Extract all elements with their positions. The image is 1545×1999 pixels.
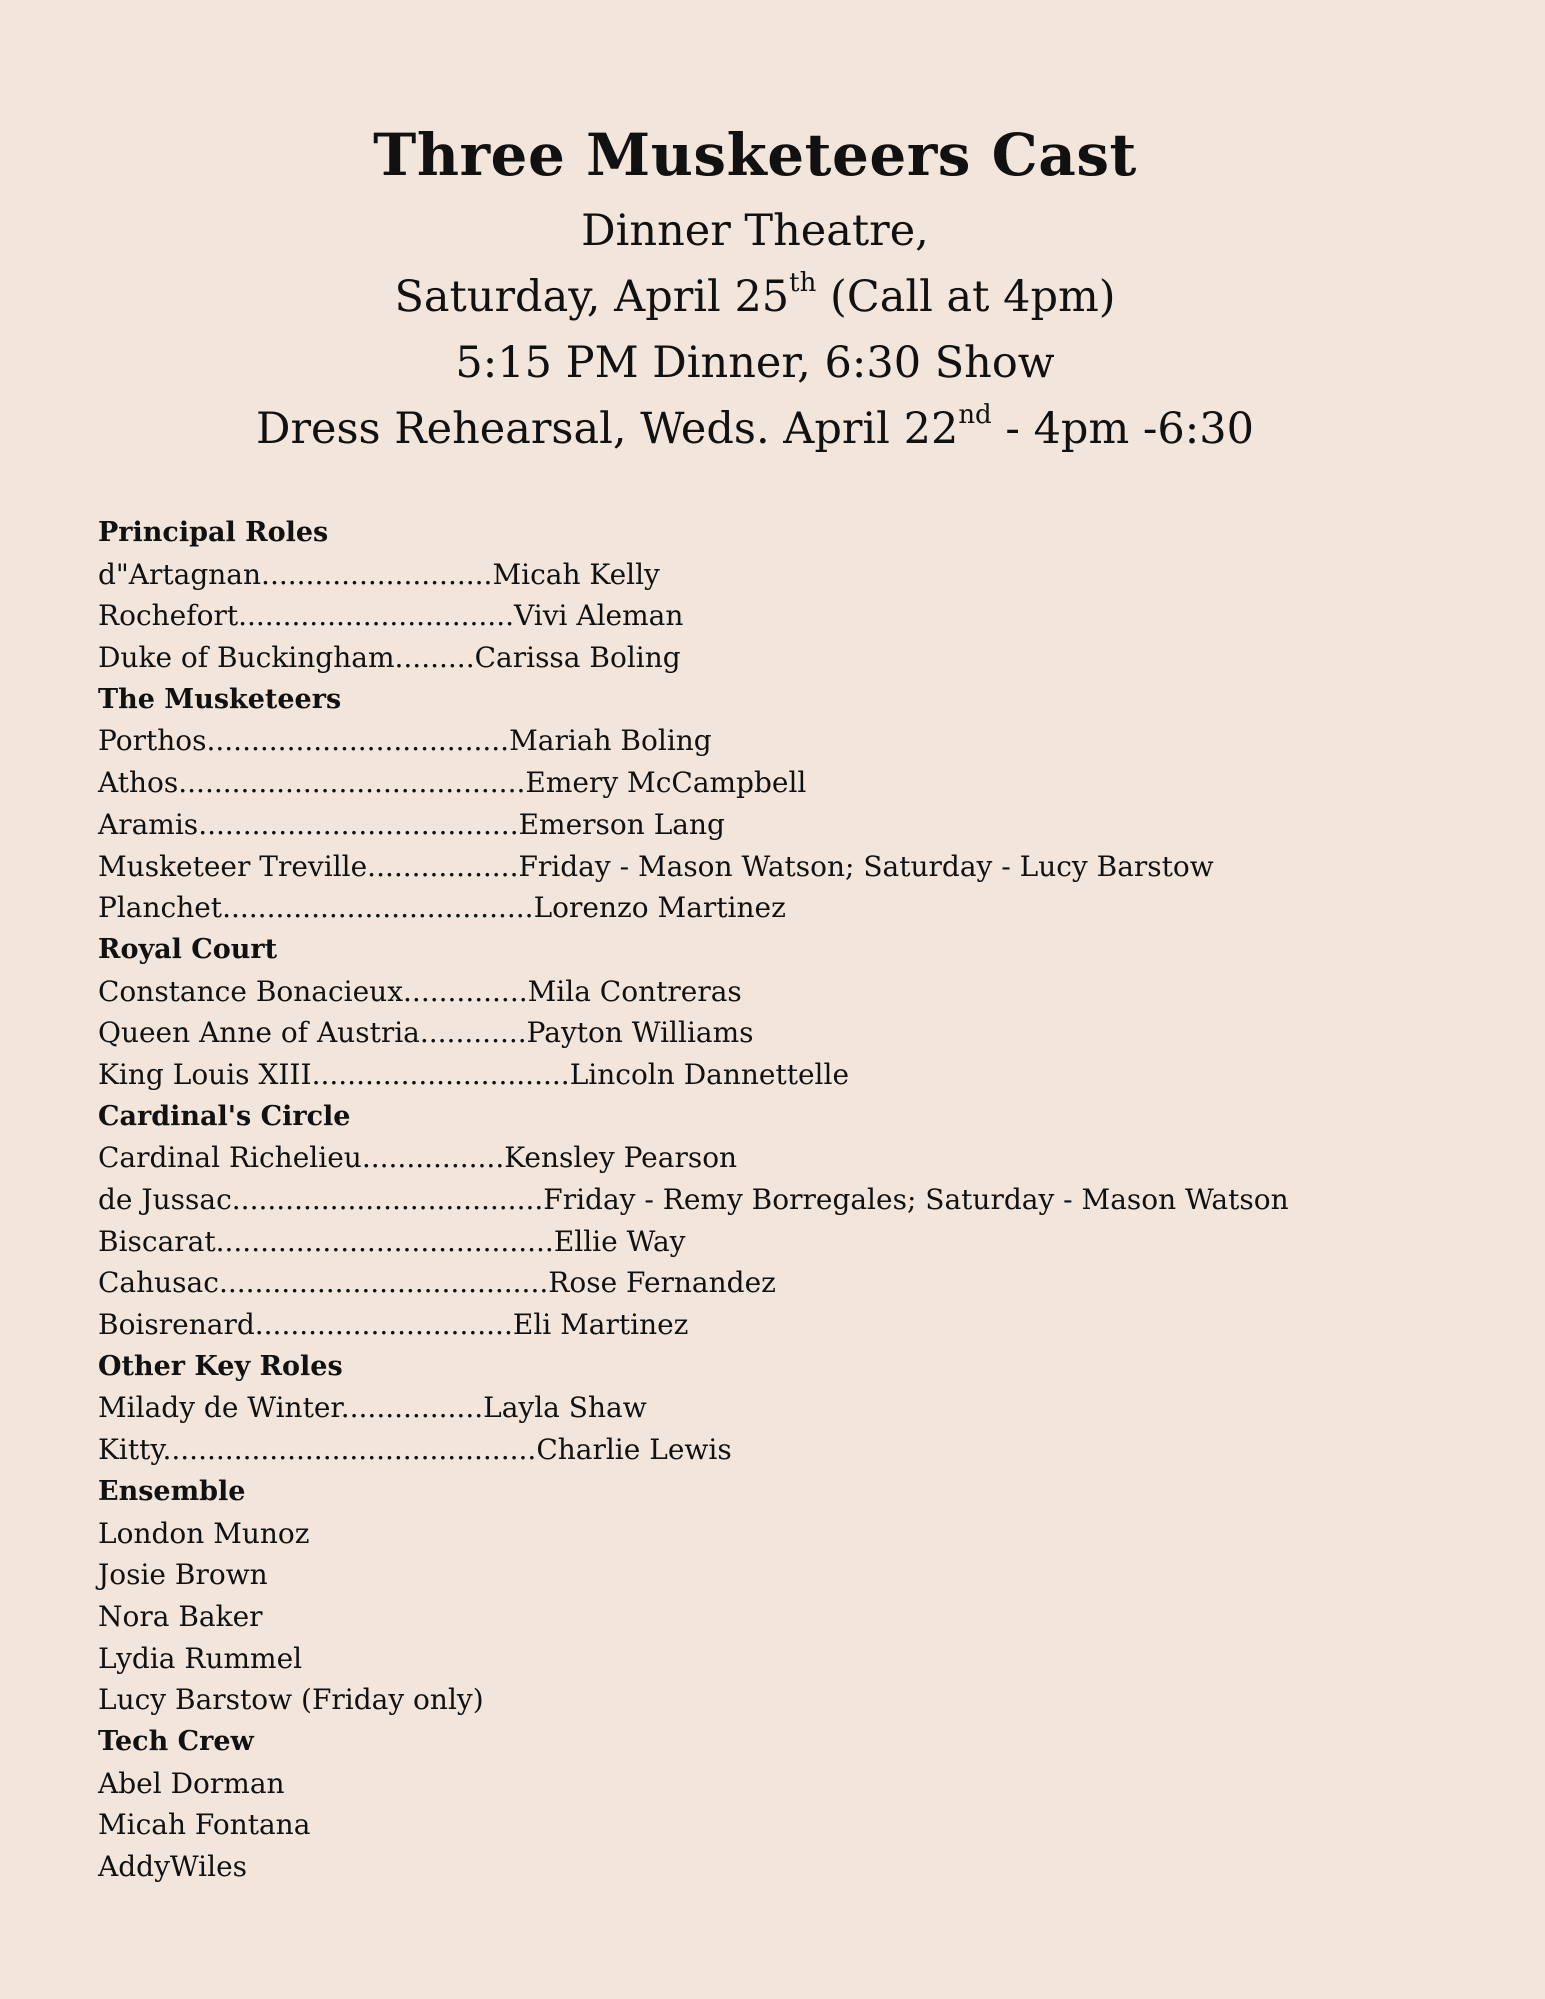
actor-name: Carissa Boling	[474, 641, 681, 675]
dot-leader: .....................................	[218, 1266, 549, 1300]
actor-name: Friday - Remy Borregales; Saturday - Mason Watson	[543, 1183, 1289, 1216]
actor-name: Payton Williams	[526, 1016, 754, 1050]
cast-row	[98, 595, 1518, 637]
dot-leader: ................	[340, 1391, 484, 1425]
section-heading-ensemble: Ensemble	[98, 1475, 246, 1507]
dot-leader: ..............	[403, 974, 528, 1008]
date-suffix: th	[789, 268, 817, 298]
actor-name: Rose Fernandez	[548, 1266, 776, 1300]
role-name: Biscarat	[98, 1224, 216, 1258]
actor-name: Vivi Aleman	[514, 599, 684, 633]
role-name: Athos	[98, 766, 179, 800]
actor-name: Mila Contreras	[527, 974, 742, 1008]
dot-leader: ..........................	[261, 557, 493, 591]
dress-rehearsal	[0, 396, 1510, 462]
actor-name: Eli Martinez	[512, 1308, 689, 1342]
role-name: Duke of Buckingham	[98, 641, 395, 675]
role-name: Porthos	[98, 724, 207, 758]
cast-row	[98, 554, 1518, 596]
cast-row	[98, 1012, 1518, 1054]
actor-name: Ellie Way	[553, 1224, 686, 1258]
rehearsal-time: - 4pm -6:30	[991, 404, 1254, 454]
dot-leader: .............................	[311, 1057, 570, 1091]
section-heading-royal-court: Royal Court	[98, 933, 278, 965]
role-name: Queen Anne of Austria	[98, 1016, 420, 1050]
section-heading-musketeers: The Musketeers	[98, 683, 342, 715]
cast-row	[98, 887, 1518, 929]
role-name: de Jussac	[98, 1183, 232, 1216]
role-name: Constance Bonacieux	[98, 974, 404, 1008]
cast-row	[98, 1387, 1518, 1429]
dot-leader: ............	[419, 1016, 527, 1050]
cast-row	[98, 720, 1518, 762]
ensemble-member: Nora Baker	[98, 1599, 263, 1633]
section-heading-principal: Principal Roles	[98, 517, 329, 548]
dot-leader: ..................................	[206, 724, 510, 758]
tech-crew-member: AddyWiles	[98, 1850, 248, 1883]
role-name: Milady de Winter	[98, 1391, 341, 1425]
dot-leader: ....................................	[198, 807, 519, 841]
cast-row	[98, 1179, 1518, 1221]
section-heading-cardinals-circle: Cardinal's Circle	[98, 1100, 351, 1132]
dot-leader: ................	[361, 1141, 505, 1175]
cast-row	[98, 1221, 1518, 1263]
actor-name: Layla Shaw	[483, 1391, 647, 1425]
dot-leader: ...................................	[231, 1183, 544, 1216]
performance-date-text: Saturday, April 25	[394, 272, 790, 322]
ensemble-member: London Munoz	[98, 1516, 310, 1550]
rehearsal-date-suffix: nd	[958, 400, 992, 430]
dot-leader: ......................................	[215, 1224, 554, 1258]
role-name: Kitty	[98, 1433, 163, 1467]
cast-row	[98, 1429, 1518, 1471]
cast-row	[98, 762, 1518, 804]
role-name: Aramis	[98, 807, 199, 841]
dot-leader: ...................................	[222, 891, 534, 925]
actor-name: Lincoln Dannettelle	[569, 1057, 850, 1091]
dot-leader: .......................................	[178, 766, 526, 800]
role-name: d"Artagnan	[98, 557, 262, 591]
role-name: Cahusac	[98, 1266, 219, 1300]
actor-name: Kensley Pearson	[504, 1141, 738, 1175]
cast-row	[98, 637, 1518, 679]
role-name: King Louis XIII	[98, 1057, 312, 1091]
role-name: Planchet	[98, 891, 223, 925]
cast-row	[98, 1054, 1518, 1096]
cast-row	[98, 1304, 1518, 1346]
dot-leader: .................	[367, 849, 519, 883]
cast-list	[98, 512, 1518, 1888]
actor-name: Charlie Lewis	[536, 1433, 732, 1467]
actor-name: Lorenzo Martinez	[533, 891, 786, 925]
call-time: (Call at 4pm)	[816, 272, 1116, 322]
dot-leader: .........	[394, 641, 475, 675]
section-heading-tech-crew: Tech Crew	[98, 1725, 254, 1757]
dress-rehearsal-text: Dress Rehearsal, Weds. April 22	[255, 404, 959, 454]
event-type: Dinner Theatre,	[581, 206, 929, 256]
role-name: Rochefort	[98, 599, 239, 633]
ensemble-member: Lydia Rummel	[98, 1641, 303, 1675]
show-times: 5:15 PM Dinner, 6:30 Show	[455, 338, 1055, 388]
cast-row	[98, 971, 1518, 1013]
ensemble-member: Josie Brown	[98, 1558, 268, 1592]
actor-name: Friday - Mason Watson; Saturday - Lucy Barstow	[518, 849, 1214, 883]
role-name: Musketeer Treville	[98, 849, 368, 883]
cast-row	[98, 846, 1518, 888]
cast-row	[98, 1262, 1518, 1304]
role-name: Boisrenard	[98, 1308, 255, 1342]
dot-leader: ..........................................	[162, 1433, 537, 1467]
tech-crew-member: Micah Fontana	[98, 1808, 311, 1842]
actor-name: Micah Kelly	[492, 557, 660, 591]
actor-name: Mariah Boling	[509, 724, 712, 758]
document-header	[0, 112, 1510, 462]
role-name: Cardinal Richelieu	[98, 1141, 362, 1175]
ensemble-member: Lucy Barstow (Friday only)	[98, 1683, 484, 1717]
cast-row	[98, 1137, 1518, 1179]
page-title: Three Musketeers Cast	[373, 121, 1137, 189]
section-heading-other-key-roles: Other Key Roles	[98, 1350, 343, 1382]
actor-name: Emerson Lang	[518, 807, 725, 841]
tech-crew-member: Abel Dorman	[98, 1766, 285, 1800]
cast-row	[98, 804, 1518, 846]
dot-leader: ...............................	[238, 599, 515, 633]
dot-leader: .............................	[254, 1308, 513, 1342]
actor-name: Emery McCampbell	[525, 766, 807, 800]
performance-date	[0, 264, 1510, 330]
